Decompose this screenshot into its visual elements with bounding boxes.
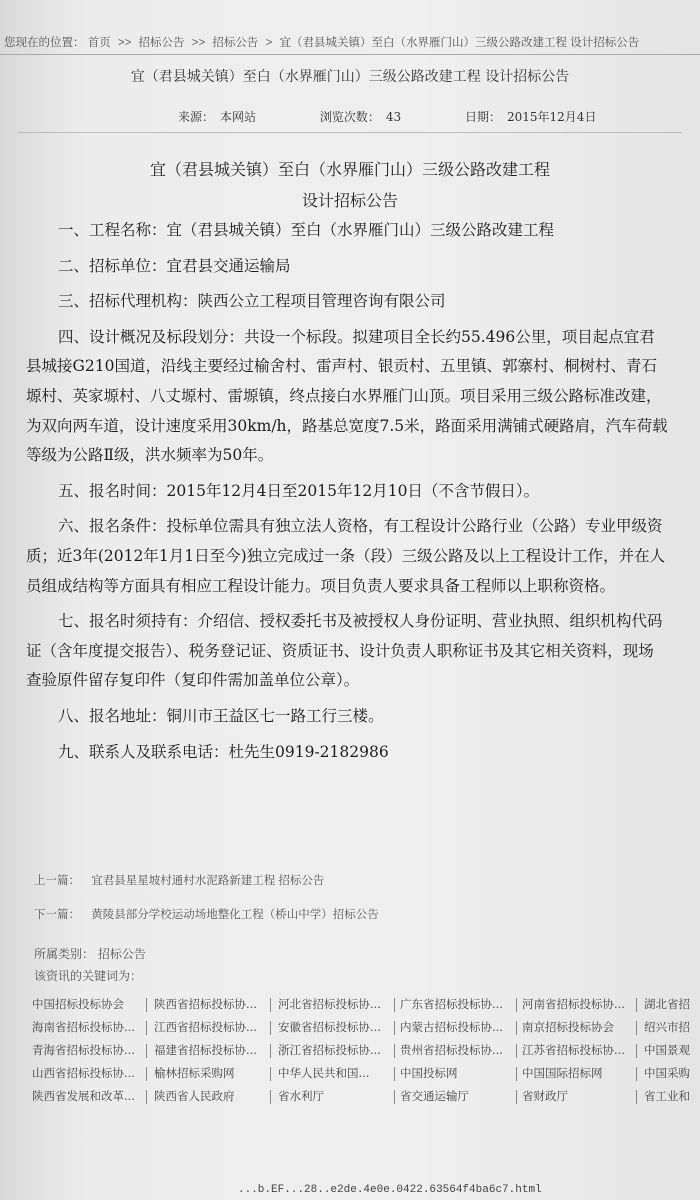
keyword-separator [270,1090,271,1104]
breadcrumb-home-link[interactable]: 首页 [87,37,111,49]
bottom-url-text: ...b.EF...28..e2de.4e0e.0422.63564f4ba6c7.html [238,1184,542,1196]
keyword-link[interactable]: 陕西省发展和改革... [32,1089,135,1103]
keyword-separator [394,1021,395,1035]
keyword-separator [636,1067,637,1081]
keyword-separator [394,1044,395,1058]
header-divider [0,54,700,55]
keyword-separator [636,1021,637,1035]
article-paragraph-registration-time: 五、报名时间：2015年12月4日至2015年12月10日（不含节假日）。 [58,481,540,500]
article-body [26,216,668,767]
keyword-separator [516,1090,517,1104]
keyword-link[interactable]: 中华人民共和国... [278,1066,370,1080]
date-label: 日期： [464,110,501,124]
date-value: 2015年12月4日 [507,110,597,124]
keyword-link[interactable]: 陕西省人民政府 [154,1089,235,1103]
article-paragraph-tenderer: 二、招标单位：宜君县交通运输局 [58,256,291,275]
keyword-separator [146,1021,147,1035]
views-count: 43 [385,110,402,124]
breadcrumb-tender-notice-sub-link[interactable]: 招标公告 [212,37,259,49]
article-paragraph-agency: 三、招标代理机构：陕西公立工程项目管理咨询有限公司 [58,292,446,311]
top-nav-strip [0,0,700,14]
breadcrumb-current: 宜（君县城关镇）至白（水界雁门山）三级公路改建工程 设计招标公告 [279,37,640,49]
keyword-link[interactable]: 中国招标投标协会 [32,997,124,1011]
source-label: 来源： [178,110,215,124]
keyword-link[interactable]: 海南省招标投标协... [32,1020,135,1034]
breadcrumb-separator: > [265,37,273,49]
source-value: 本网站 [220,110,257,124]
views-label: 浏览次数： [319,110,380,124]
keyword-separator [270,1021,271,1035]
keyword-link[interactable]: 安徽省招标投标协... [278,1020,381,1034]
keyword-link[interactable]: 省工业和 [644,1089,690,1103]
keyword-separator [636,998,637,1012]
article-paragraph-address: 八、报名地址：铜川市王益区七一路工行三楼。 [58,706,384,725]
keyword-row [32,996,700,1019]
keyword-link[interactable]: 江苏省招标投标协... [522,1043,625,1057]
breadcrumb-tender-notice-link[interactable]: 招标公告 [138,37,185,49]
keyword-link[interactable]: 江西省招标投标协... [154,1020,257,1034]
breadcrumb-separator: >> [191,37,206,49]
keyword-separator [516,1067,517,1081]
breadcrumb [4,34,639,50]
keyword-separator [516,1021,517,1035]
keyword-link[interactable]: 青海省招标投标协... [32,1043,135,1057]
keyword-link[interactable]: 贵州省招标投标协... [400,1043,503,1057]
keyword-link[interactable]: 广东省招标投标协... [400,997,503,1011]
source-meta [178,110,286,124]
keyword-link[interactable]: 绍兴市招 [644,1020,690,1034]
article-paragraph-overview: 四、设计概况及标段划分：共设一个标段。拟建项目全长约55.496公里，项目起点宜君县城接G210国道，沿线主要经过榆舍村、雷声村、银贡村、五里镇、郭寨村、桐树村、青石塬村、英家塬村、八丈塬村、雷塬镇，终点接白水界雁门山顶。项目采用三级公路标准改建，为双向两车道，设计速度采用30km/h，路基总宽度7.5米，路面采用满铺式硬路肩，汽车荷载等级为公路Ⅱ级，洪水频率为50年。 [26,327,668,465]
keyword-link[interactable]: 中国投标网 [400,1066,458,1080]
prev-article-label: 上一篇： [34,875,80,887]
keyword-row [32,1088,700,1111]
article-paragraph-conditions: 六、报名条件：投标单位需具有独立法人资格，有工程设计公路行业（公路）专业甲级资质；近3年(2012年1月1日至今)独立完成过一条（段）三级公路及以上工程设计工作，并在人员组成结构等方面具有相应工程设计能力。项目负责人要求具备工程师以上职称资格。 [26,517,666,595]
prev-article-link[interactable]: 宜君县星星坡村通村水泥路新建工程 招标公告 [91,875,325,887]
keyword-row [32,1042,700,1065]
next-article-label: 下一篇： [34,909,80,921]
keyword-separator [270,1067,271,1081]
keyword-separator [516,998,517,1012]
keyword-separator [270,1044,271,1058]
keyword-row [32,1065,700,1088]
keyword-separator [146,998,147,1012]
breadcrumb-prefix: 您现在的位置： [4,37,85,49]
category [34,945,146,962]
keyword-separator [270,998,271,1012]
breadcrumb-separator: >> [117,37,132,49]
prev-article [34,872,324,888]
keyword-separator [394,998,395,1012]
keyword-separator [146,1067,147,1081]
category-label: 所属类别： [34,947,95,961]
keyword-link[interactable]: 省财政厅 [522,1089,568,1103]
keyword-link[interactable]: 中国景观 [644,1043,690,1057]
keyword-link[interactable]: 内蒙古招标投标协... [400,1020,503,1034]
next-article [34,906,379,922]
keyword-link[interactable]: 榆林招标采购网 [154,1066,235,1080]
keyword-link[interactable]: 省交通运输厅 [400,1089,469,1103]
keyword-link[interactable]: 南京招标投标协会 [522,1020,614,1034]
article-title-line2: 设计招标公告 [301,191,398,210]
keywords-label: 该资讯的关键词为： [34,969,143,983]
keyword-separator [146,1044,147,1058]
article-paragraph-contact: 九、联系人及联系电话：杜先生0919-2182986 [58,742,389,761]
keyword-link[interactable]: 中国采购 [644,1066,690,1080]
keyword-link[interactable]: 山西省招标投标协... [32,1066,135,1080]
keyword-link[interactable]: 河北省招标投标协... [278,997,381,1011]
keyword-separator [636,1090,637,1104]
keyword-separator [516,1044,517,1058]
article-meta [178,108,656,125]
keyword-link[interactable]: 湖北省招 [644,997,690,1011]
keyword-link[interactable]: 河南省招标投标协... [522,997,625,1011]
keyword-link[interactable]: 中国国际招标网 [522,1066,603,1080]
keyword-separator [394,1090,395,1104]
keyword-grid [32,996,700,1111]
keyword-link[interactable]: 陕西省招标投标协... [154,997,257,1011]
keyword-link[interactable]: 浙江省招标投标协... [278,1043,381,1057]
article-title-line1: 宜（君县城关镇）至白（水界雁门山）三级公路改建工程 [149,160,550,179]
keyword-separator [636,1044,637,1058]
keyword-separator [146,1090,147,1104]
views-meta [320,110,431,124]
next-article-link[interactable]: 黄陵县部分学校运动场地整化工程（桥山中学）招标公告 [91,909,379,921]
article-paragraph-documents: 七、报名时须持有：介绍信、授权委托书及被授权人身份证明、营业执照、组织机构代码证（含年度提交报告）、税务登记证、资质证书、设计负责人职称证书及其它相关资料，现场查验原件留存复印件（复印件需加盖单位公章）。 [26,612,663,690]
article-paragraph-project-name: 一、工程名称：宜（君县城关镇）至白（水界雁门山）三级公路改建工程 [58,221,555,239]
keyword-row [32,1019,700,1042]
page-header-title: 宜（君县城关镇）至白（水界雁门山）三级公路改建工程 设计招标公告 [130,69,570,85]
date-meta [465,110,626,124]
keyword-link[interactable]: 福建省招标投标协... [154,1043,257,1057]
meta-divider [18,132,682,133]
category-value[interactable]: 招标公告 [97,947,146,961]
keyword-link[interactable]: 省水利厅 [278,1089,324,1103]
keyword-separator [394,1067,395,1081]
